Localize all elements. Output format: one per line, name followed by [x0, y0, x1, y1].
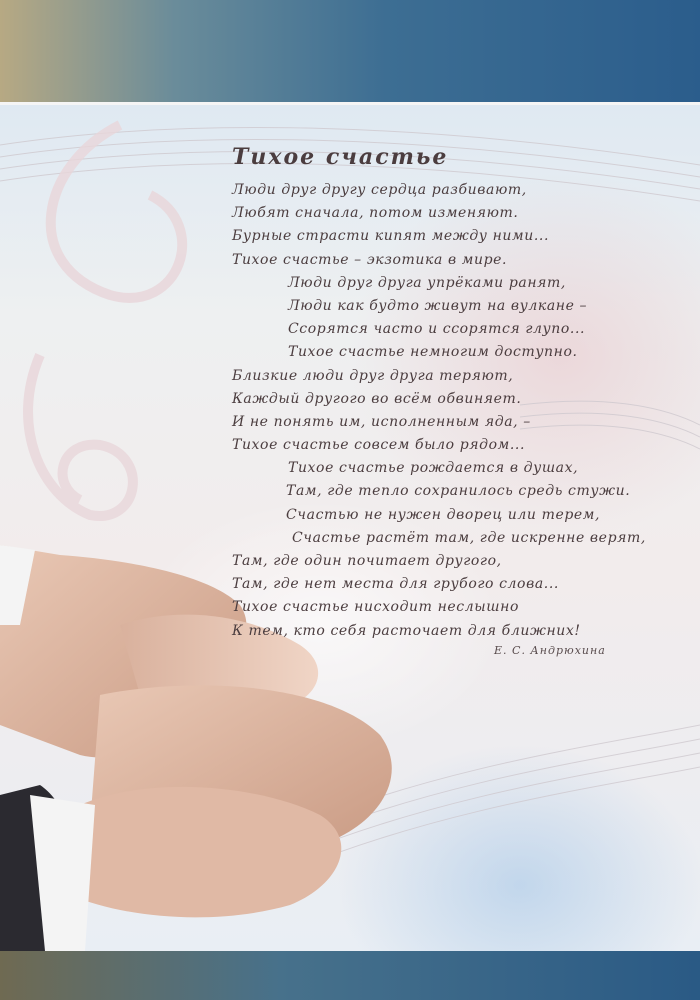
poem-block: [232, 141, 672, 643]
poem-line: Люди друг другу сердца разбивают,: [232, 182, 527, 198]
poem-line: К тем, кто себя расточает для ближних!: [232, 622, 581, 639]
poem-author: Е. С. Андрюхина: [494, 644, 606, 657]
poem-line: Там, где один почитает другого,: [232, 553, 502, 569]
poem-line: Любят сначала, потом изменяют.: [232, 205, 519, 222]
poem-line: Тихое счастье совсем было рядом...: [232, 437, 526, 454]
poem-line: Тихое счастье – экзотика в мире.: [232, 251, 508, 268]
poem-line: Бурные страсти кипят между ними...: [232, 228, 549, 245]
poster: [0, 102, 700, 951]
poem-line: И не понять им, исполненным яда, –: [232, 413, 531, 430]
poem-line: Тихое счастье рождается в душах,: [288, 460, 579, 477]
poem-line: Счастье растёт там, где искренне верят,: [292, 529, 646, 546]
poem-line: Ссорятся часто и ссорятся глупо...: [288, 321, 586, 338]
poem-line: Тихое счастье немногим доступно.: [288, 344, 578, 361]
poem-line: Там, где нет места для грубого слова...: [232, 576, 559, 593]
background-top: [0, 0, 700, 102]
poem-line: Тихое счастье нисходит неслышно: [232, 599, 519, 616]
poem-line: Люди как будто живут на вулкане –: [288, 297, 588, 314]
poem-line: Счастью не нужен дворец или терем,: [286, 506, 601, 523]
poem-line: Люди друг друга упрёками ранят,: [288, 274, 566, 291]
background-bottom: [0, 950, 700, 1000]
poem-title: Тихое счастье: [232, 144, 449, 170]
poem-line: Там, где тепло сохранилось средь стужи.: [286, 483, 631, 500]
poem-line: Близкие люди друг друга теряют,: [232, 367, 514, 384]
poem-line: Каждый другого во всём обвиняет.: [232, 390, 522, 407]
